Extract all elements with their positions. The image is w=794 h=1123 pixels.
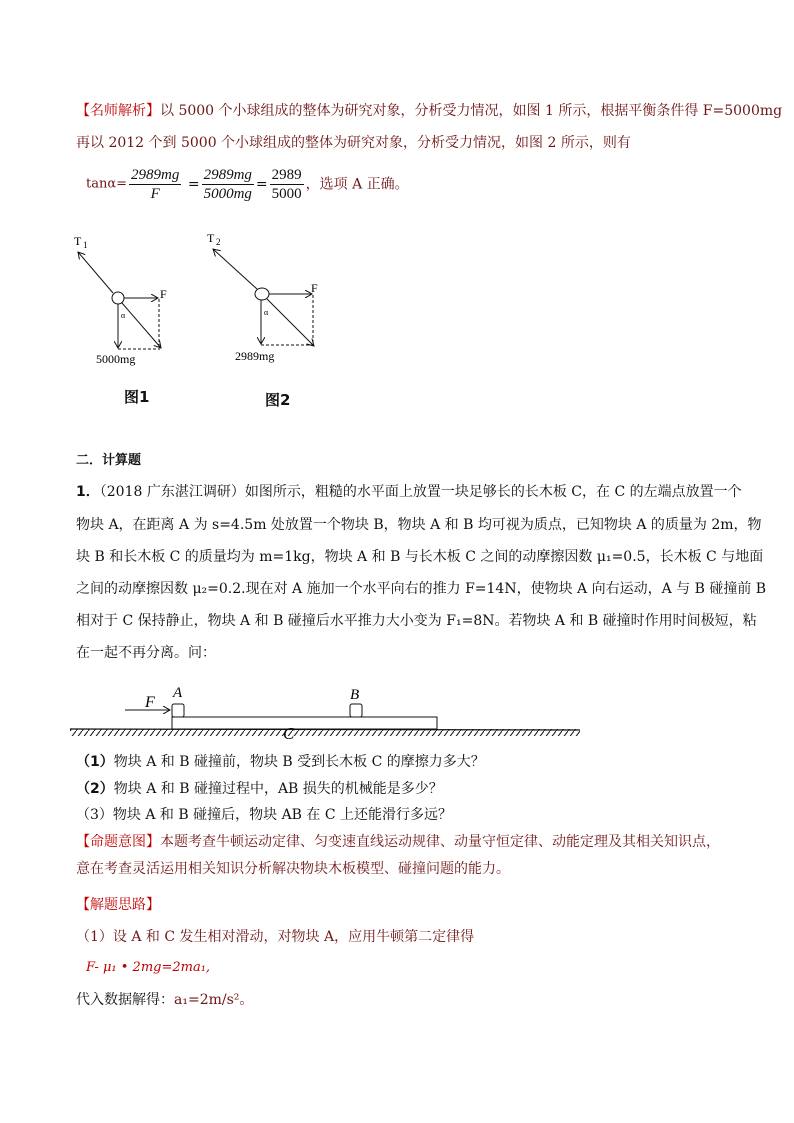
fig1-angle: α bbox=[121, 311, 126, 320]
fig1-ball bbox=[112, 292, 124, 304]
board-label: C bbox=[283, 724, 295, 743]
block-b-label: B bbox=[350, 687, 360, 703]
problem-line-3: 块 B 和长木板 C 的质量均为 m=1kg，物块 A 和 B 与长木板 C 之间的动摩擦因数 μ₁=0.5，长木板 C 与地面 bbox=[76, 549, 764, 565]
fig2-weight-label: 2989mg bbox=[235, 349, 275, 363]
fig2-f-label: F bbox=[311, 281, 318, 295]
analysis-text-1: 以 5000 个小球组成的整体为研究对象，分析受力情况，如图 1 所示，根据平衡条件得 F=5000mg bbox=[160, 103, 783, 119]
solution-step-1: （1）设 A 和 C 发生相对滑动，对物块 A，应用牛顿第二定律得 bbox=[76, 929, 475, 945]
frac2-num: 2989mg bbox=[203, 167, 252, 183]
formula-eq2: = bbox=[255, 176, 268, 193]
fig2-angle: α bbox=[264, 308, 269, 317]
question-2: （2）物块 A 和 B 碰撞过程中，AB 损失的机械能是多少？ bbox=[76, 781, 443, 797]
analysis-line-2: 再以 2012 个到 5000 个小球组成的整体为研究对象，分析受力情况，如图 2 所示，则有 bbox=[76, 135, 631, 151]
frac2-den: 5000mg bbox=[203, 186, 252, 202]
problem-line-5: 相对于 C 保持静止，物块 A 和 B 碰撞后水平推力大小变为 F₁=8N。若物块 A 和 B 碰撞时作用时间极短，粘 bbox=[76, 613, 757, 629]
block-b bbox=[350, 704, 362, 717]
question-3: （3）物块 A 和 B 碰撞后，物块 AB 在 C 上还能滑行多远？ bbox=[76, 807, 453, 823]
analysis-tag: 【名师解析】 bbox=[76, 103, 160, 119]
fig2-ball bbox=[255, 288, 269, 300]
section-title: 二．计算题 bbox=[76, 453, 142, 468]
force-label: F bbox=[145, 694, 155, 711]
fig1-resultant-arrow bbox=[122, 303, 161, 348]
figure-2-caption: 图2 bbox=[265, 391, 291, 409]
problem-line-4: 之间的动摩擦因数 μ₂=0.2.现在对 A 施加一个水平向右的推力 F=14N，使物块 A 向右运动，A 与 B 碰撞前 B bbox=[76, 581, 767, 597]
fig1-f-label: F bbox=[160, 287, 167, 301]
problem-line-6: 在一起不再分离。问： bbox=[76, 645, 216, 661]
board-diagram bbox=[70, 675, 630, 750]
solution-equation: F- μ₁ • 2mg=2ma₁, bbox=[86, 960, 211, 975]
formula-tail: ，选项 A 正确。 bbox=[305, 176, 409, 193]
frac1-num: 2989mg bbox=[131, 167, 180, 183]
analysis-line-1 bbox=[76, 102, 782, 120]
intent-tag: 【命题意图】 bbox=[76, 834, 160, 850]
problem-line-1 bbox=[76, 483, 742, 501]
fig1-tension-sub: 1 bbox=[83, 240, 88, 250]
fig2-tension-sub: 2 bbox=[216, 237, 221, 247]
fig1-tension-arrow bbox=[78, 252, 113, 293]
formula-eq1: = bbox=[187, 176, 200, 193]
question-1: （1）物块 A 和 B 碰撞前，物块 B 受到长木板 C 的摩擦力多大？ bbox=[76, 754, 485, 770]
figure-1-caption: 图1 bbox=[124, 388, 150, 406]
fig1-weight-label: 5000mg bbox=[96, 352, 136, 366]
frac3-num: 2989 bbox=[271, 167, 302, 183]
problem-line-2: 物块 A，在距离 A 为 s=4.5m 处放置一个物块 B，物块 A 和 B 均可视为质点，已知物块 A 的质量为 2m，物 bbox=[76, 517, 762, 533]
analysis-formula bbox=[86, 166, 409, 203]
intent-line-2: 意在考查灵活运用相关知识分析解决物块木板模型、碰撞问题的能力。 bbox=[76, 861, 510, 877]
board-c bbox=[172, 717, 437, 729]
fig2-tension-label: T bbox=[207, 231, 215, 245]
block-a-label: A bbox=[173, 685, 183, 701]
frac1-den: F bbox=[150, 186, 160, 202]
problem-text: （2018 广东湛江调研）如图所示，粗糙的水平面上放置一块足够长的长木板 C，在 C 的左端点放置一个 bbox=[99, 484, 742, 500]
formula-lhs: tanα= bbox=[86, 176, 128, 192]
fig1-tension-label: T bbox=[74, 234, 82, 248]
frac3-den: 5000 bbox=[271, 186, 302, 202]
figure-1-diagram bbox=[74, 234, 167, 366]
block-a bbox=[172, 704, 184, 717]
problem-number: 1． bbox=[76, 484, 100, 500]
force-diagrams bbox=[60, 220, 360, 370]
solution-tag: 【解题思路】 bbox=[76, 897, 160, 913]
figure-2-diagram bbox=[207, 231, 318, 363]
solution-result: 代入数据解得：a₁=2m/s²。 bbox=[76, 992, 254, 1008]
intent-line-1: 【命题意图】本题考查牛顿运动定律、匀变速直线运动规律、动量守恒定律、动能定理及其相关知识点， bbox=[76, 834, 720, 850]
